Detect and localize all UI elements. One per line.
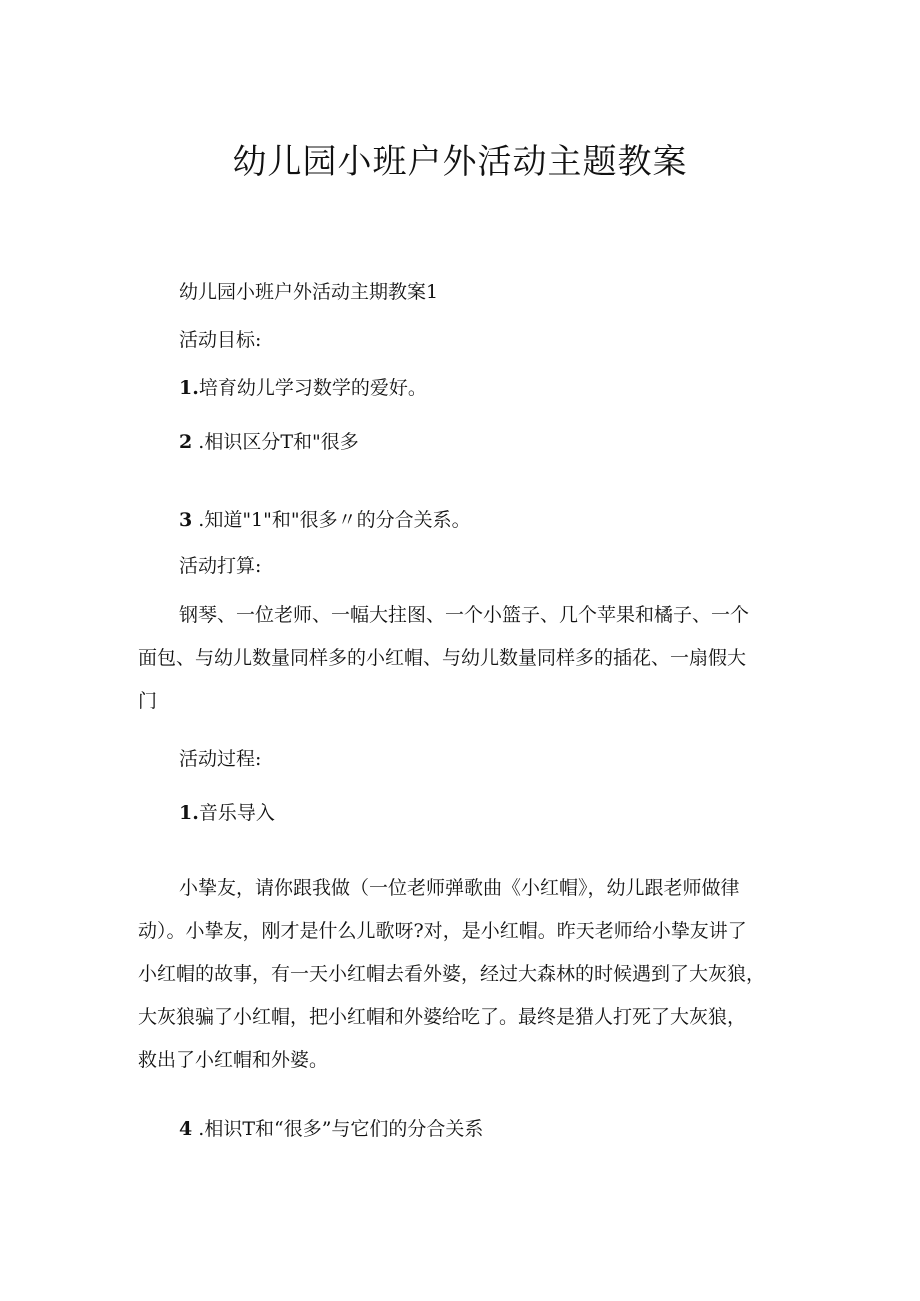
subtitle-text: 幼儿园小班户外活动主期教案1	[179, 281, 439, 303]
goal-item-3	[179, 506, 471, 534]
goals-heading: 活动目标:	[179, 329, 262, 351]
paragraph-line: 救出了小红帽和外婆。	[138, 1049, 329, 1071]
prep-paragraph	[138, 594, 798, 723]
process-heading: 活动过程:	[179, 748, 262, 770]
paragraph-line: 大灰狼骗了小红帽，把小红帽和外婆给吃了。最终是猎人打死了大灰狼，	[138, 1006, 747, 1028]
section-subtitle	[179, 278, 438, 306]
story-paragraph	[138, 867, 798, 1082]
step-number: 1.	[179, 802, 199, 824]
paragraph-line: 面包、与幼儿数量同样多的小红帽、与幼儿数量同样多的插花、一扇假大	[138, 647, 747, 669]
paragraph-line: 钢琴、一位老师、一幅大拄图、一个小篮子、几个苹果和橘子、一个	[179, 604, 750, 626]
goal-text: .相识区分T和"很多	[192, 431, 359, 453]
step-text: .相识T和“很多”与它们的分合关系	[192, 1118, 484, 1140]
step-item-4	[179, 1115, 483, 1143]
step-text: 音乐导入	[198, 802, 275, 824]
prep-heading: 活动打算:	[179, 555, 262, 577]
goal-number: 2	[179, 431, 193, 453]
document-title: 幼儿园小班户外活动主题教案	[232, 142, 688, 182]
paragraph-line: 门	[138, 690, 158, 712]
paragraph-line: 小红帽的故事，有一天小红帽去看外婆，经过大森林的时候遇到了大灰狼，	[138, 963, 766, 985]
goal-number: 1.	[179, 377, 199, 399]
goal-text: 培育幼儿学习数学的爱好。	[198, 377, 427, 399]
paragraph-line: 小挚友，请你跟我做（一位老师弹歌曲《小红帽》，幼儿跟老师做律	[179, 877, 740, 899]
goal-text: .知道"1"和"很多〃的分合关系。	[192, 509, 471, 531]
goal-item-1	[179, 374, 427, 402]
goal-item-2	[179, 428, 359, 456]
paragraph-line: 动）。小挚友，刚才是什么儿歌呀?对，是小红帽。昨天老师给小挚友讲了	[138, 920, 747, 942]
step-number: 4	[179, 1118, 193, 1140]
step-item-1	[179, 799, 275, 827]
goal-number: 3	[179, 509, 193, 531]
